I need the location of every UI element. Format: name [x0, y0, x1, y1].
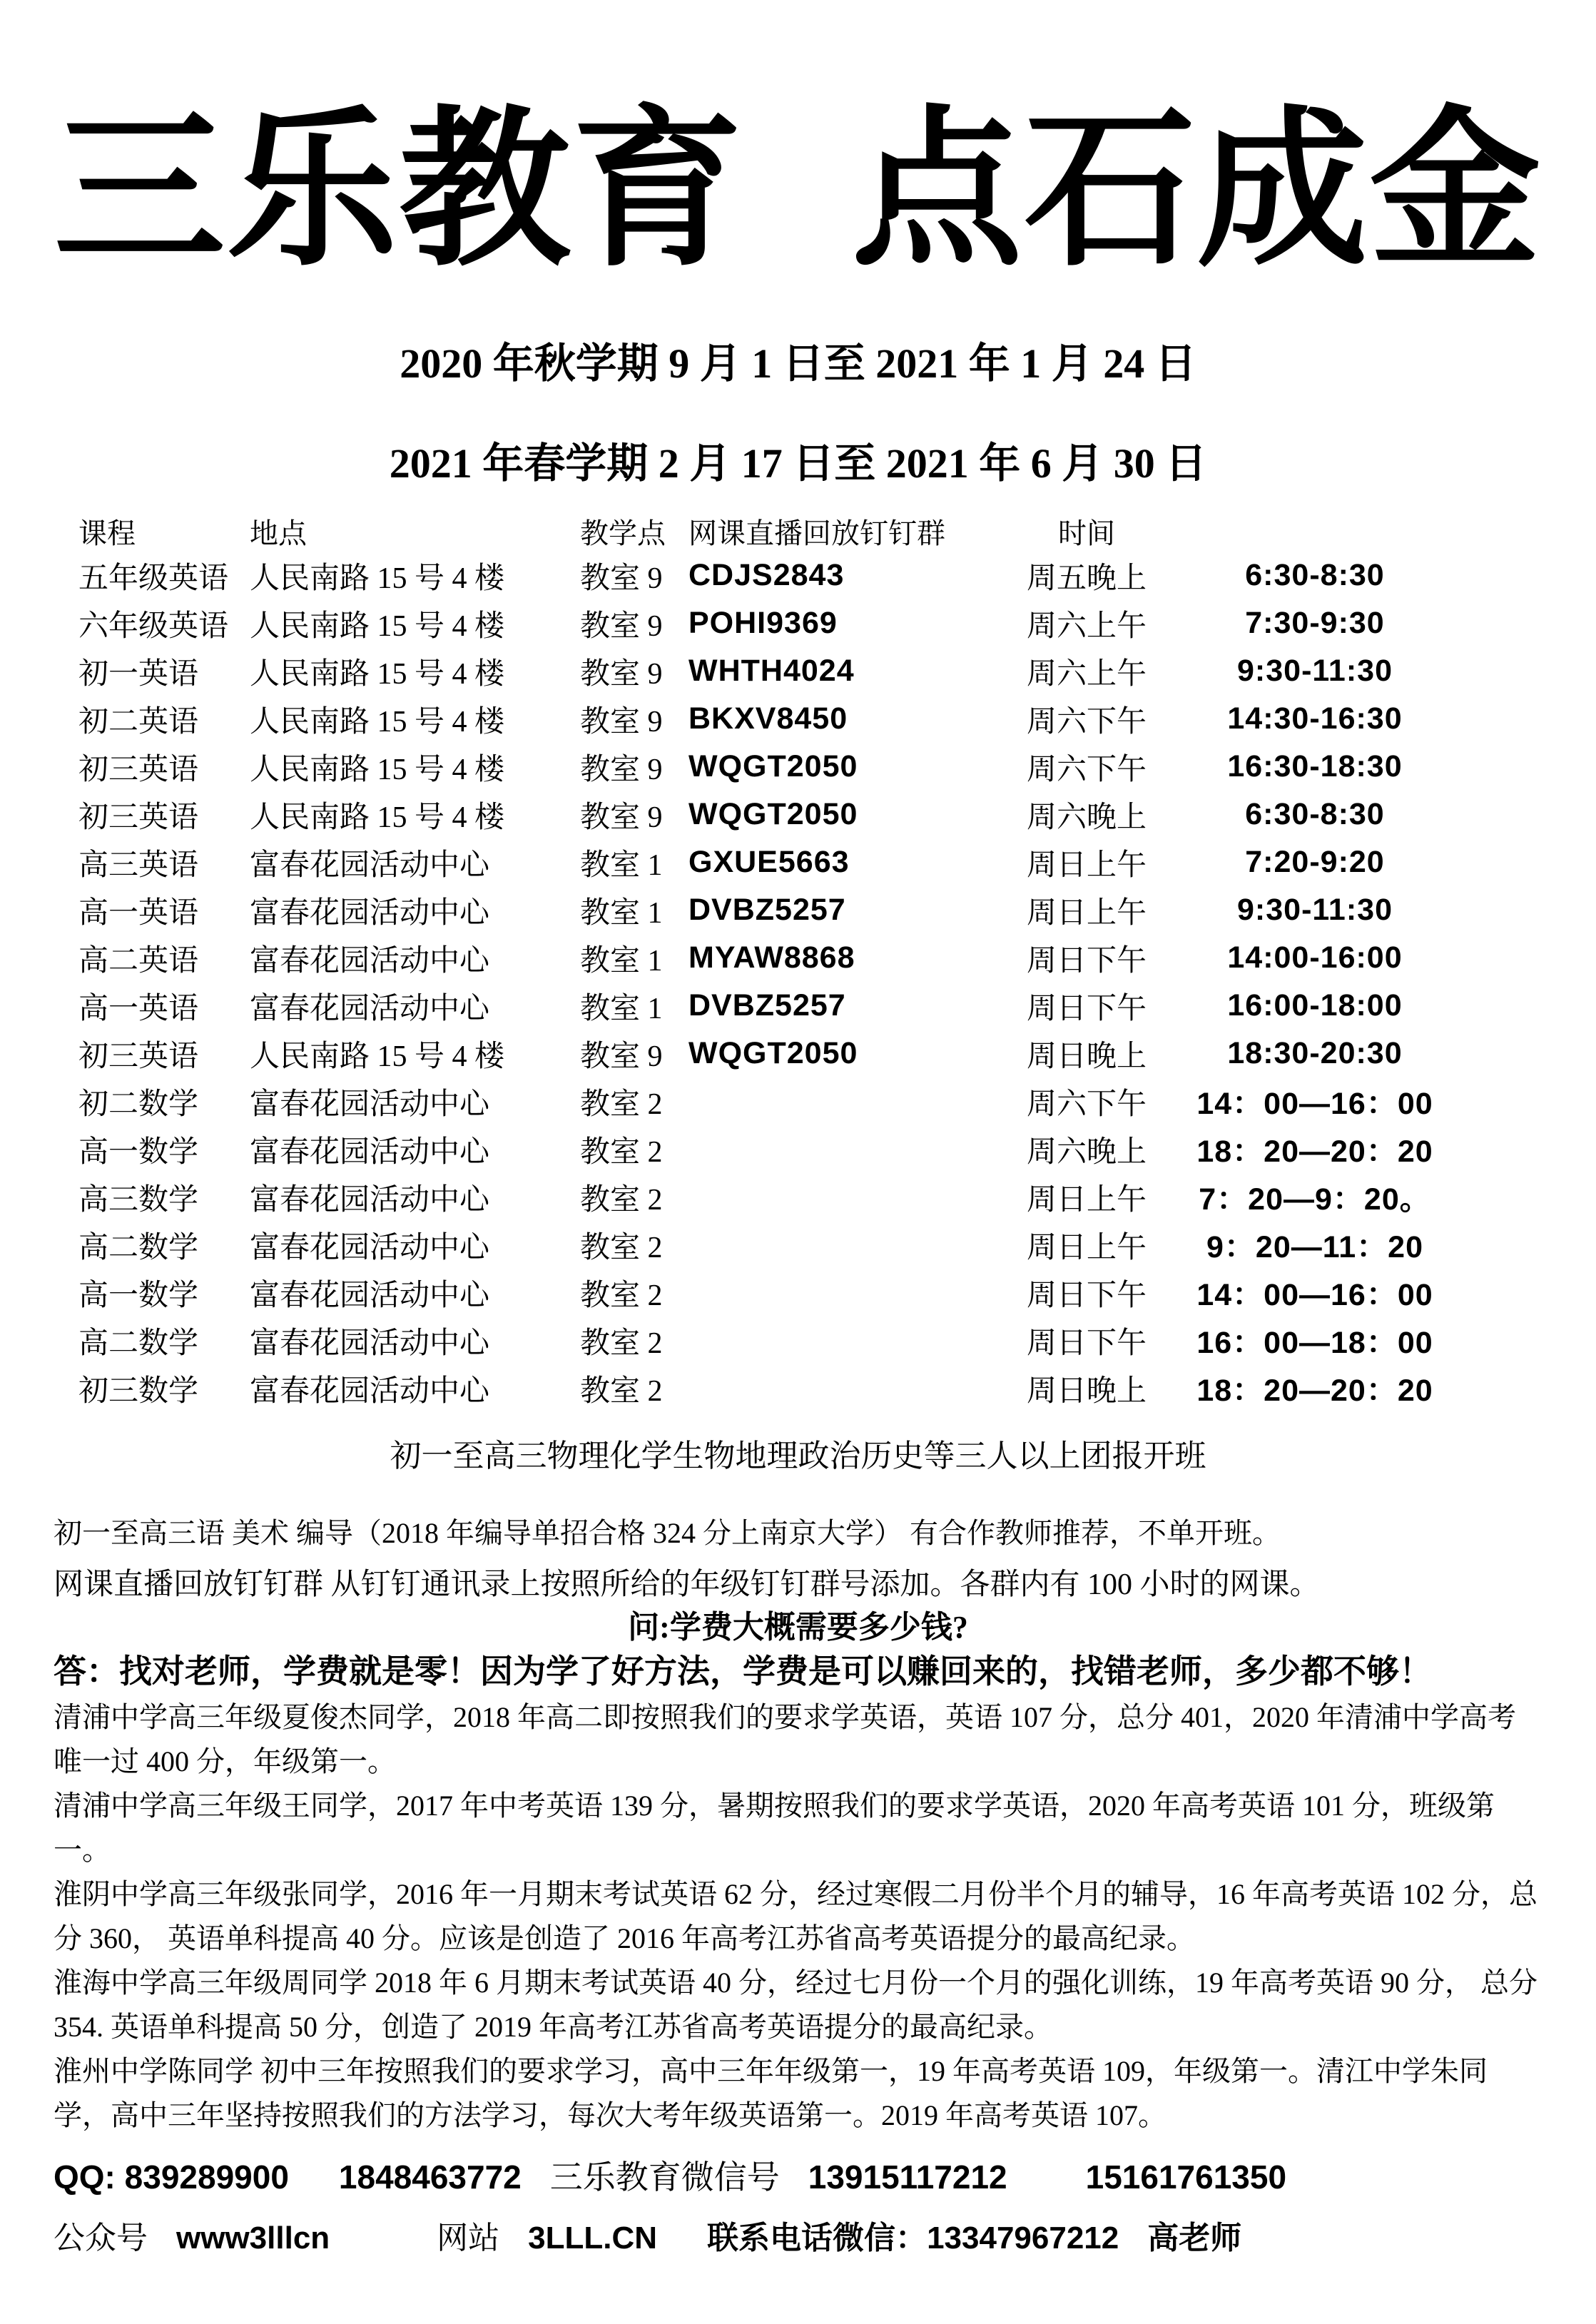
- semester-autumn-dates: 2020 年秋学期 9 月 1 日至 2021 年 1 月 24 日: [400, 340, 1196, 387]
- time-cell: 9:30-11:30: [1237, 654, 1393, 688]
- location-cell: 富春花园活动中心: [250, 896, 490, 930]
- time-cell: 14：00—16：00: [1196, 1278, 1433, 1312]
- time-cell: 16：00—18：00: [1196, 1326, 1433, 1360]
- table-row: [54, 552, 1542, 599]
- dingtalk-group-cell: WQGT2050: [688, 797, 858, 831]
- day-cell: 周日上午: [1026, 1183, 1147, 1217]
- contact-line-web: [54, 2217, 1542, 2260]
- location-cell: 富春花园活动中心: [250, 1231, 490, 1264]
- day-cell: 周六上午: [1026, 657, 1147, 691]
- classroom-cell: 教室 9: [580, 657, 663, 691]
- table-row: [54, 647, 1542, 695]
- classroom-cell: 教室 2: [580, 1231, 663, 1264]
- page-title: [54, 64, 1542, 314]
- location-cell: 富春花园活动中心: [250, 992, 490, 1025]
- col-location: 地点: [250, 517, 307, 549]
- wechat-number-2: 15161761350: [1085, 2158, 1287, 2196]
- dingtalk-group-cell: WQGT2050: [688, 749, 858, 783]
- location-cell: 富春花园活动中心: [250, 1135, 490, 1169]
- dingtalk-group-cell: GXUE5663: [688, 845, 850, 879]
- day-cell: 周六晚上: [1026, 1135, 1147, 1169]
- course-cell: 初三英语: [78, 753, 199, 786]
- time-cell: 18:30-20:30: [1227, 1036, 1403, 1070]
- table-row: [54, 1316, 1542, 1364]
- time-cell: 14：00—16：00: [1196, 1087, 1433, 1121]
- time-cell: 7：20—9：20。: [1199, 1182, 1431, 1217]
- table-row: [54, 982, 1542, 1030]
- col-classroom: 教学点: [580, 517, 666, 549]
- course-cell: 六年级英语: [78, 609, 229, 643]
- day-cell: 周六下午: [1026, 1087, 1147, 1121]
- table-row: [54, 1173, 1542, 1221]
- testimonial-xia: 清浦中学高三年级夏俊杰同学，2018 年高二即按照我们的要求学英语，英语 107 分，总分 401，2020 年清浦中学高考唯一过 400 分，年级第一。: [54, 1701, 1516, 1777]
- course-cell: 高三数学: [78, 1183, 199, 1217]
- time-cell: 7:20-9:20: [1245, 845, 1385, 879]
- course-cell: 高三英语: [78, 848, 199, 882]
- classroom-cell: 教室 2: [580, 1087, 663, 1121]
- classroom-cell: 教室 9: [580, 705, 663, 739]
- dingtalk-group-cell: POHI9369: [688, 606, 838, 640]
- semester-spring-dates: 2021 年春学期 2 月 17 日至 2021 年 6 月 30 日: [389, 440, 1207, 487]
- day-cell: 周日下午: [1026, 1326, 1147, 1360]
- dingtalk-group-cell: BKXV8450: [688, 701, 848, 736]
- day-cell: 周日上午: [1026, 896, 1147, 930]
- dingtalk-group-cell: MYAW8868: [688, 940, 855, 975]
- day-cell: 周六下午: [1026, 705, 1147, 739]
- course-cell: 五年级英语: [78, 562, 229, 595]
- testimonial-chen-zhu: 淮州中学陈同学 初中三年按照我们的要求学习，高中三年年级第一，19 年高考英语 109，年级第一。清江中学朱同学，高中三年坚持按照我们的方法学习，每次大考年级英语第一。2019 年高考英语 107。: [54, 2055, 1488, 2131]
- table-row: [54, 1221, 1542, 1269]
- qq-number-2: 1848463772: [338, 2158, 522, 2196]
- col-course: 课程: [78, 517, 136, 549]
- time-cell: 16:00-18:00: [1227, 988, 1403, 1023]
- time-cell: 9：20—11：20: [1206, 1230, 1424, 1264]
- wechat-label: 三乐教育微信号: [549, 2159, 780, 2196]
- wechat-number-1: 13915117212: [808, 2158, 1007, 2196]
- time-cell: 14:30-16:30: [1227, 701, 1403, 736]
- course-cell: 高一数学: [78, 1135, 199, 1169]
- course-cell: 高一英语: [78, 992, 199, 1025]
- course-cell: 高二数学: [78, 1231, 199, 1264]
- phone-value: 13347967212: [927, 2221, 1119, 2256]
- table-row: [54, 599, 1542, 647]
- course-cell: 高二数学: [78, 1326, 199, 1360]
- time-cell: 9:30-11:30: [1237, 893, 1393, 927]
- day-cell: 周日晚上: [1026, 1040, 1147, 1073]
- testimonial-zhang: 淮阴中学高三年级张同学，2016 年一月期末考试英语 62 分，经过寒假二月份半个月的辅导，16 年高考英语 102 分，总分 360， 英语单科提高 40 分。应该是创造了 2016 年高考江苏省高考英语提分的最高纪录。: [54, 1878, 1537, 1954]
- table-row: [54, 743, 1542, 791]
- location-cell: 富春花园活动中心: [250, 1374, 490, 1408]
- time-cell: 6:30-8:30: [1245, 558, 1385, 592]
- official-account-label: 公众号: [54, 2221, 148, 2256]
- time-cell: 18：20—20：20: [1196, 1135, 1433, 1169]
- dingtalk-note: 网课直播回放钉钉群 从钉钉通讯录上按照所给的年级钉钉群号添加。各群内有 100 小时的网课。: [54, 1568, 1320, 1601]
- location-cell: 人民南路 15 号 4 楼: [250, 657, 505, 691]
- classroom-cell: 教室 2: [580, 1374, 663, 1408]
- location-cell: 富春花园活动中心: [250, 1087, 490, 1121]
- classroom-cell: 教室 9: [580, 1040, 663, 1073]
- website-value: 3LLL.CN: [528, 2221, 658, 2256]
- classroom-cell: 教室 9: [580, 753, 663, 786]
- art-program-note: 初一至高三语 美术 编导（2018 年编导单招合格 324 分上南京大学） 有合作教师推荐，不单开班。: [54, 1517, 1281, 1549]
- table-row: [54, 1077, 1542, 1125]
- dingtalk-group-cell: CDJS2843: [688, 558, 845, 592]
- teacher-name: 高老师: [1147, 2221, 1242, 2256]
- classroom-cell: 教室 2: [580, 1279, 663, 1312]
- classroom-cell: 教室 1: [580, 992, 663, 1025]
- location-cell: 富春花园活动中心: [250, 944, 490, 978]
- classroom-cell: 教室 2: [580, 1326, 663, 1360]
- course-cell: 初三数学: [78, 1374, 199, 1408]
- day-cell: 周日下午: [1026, 944, 1147, 978]
- time-cell: 6:30-8:30: [1245, 797, 1385, 831]
- table-row: [54, 886, 1542, 934]
- location-cell: 富春花园活动中心: [250, 1279, 490, 1312]
- day-cell: 周日下午: [1026, 1279, 1147, 1312]
- time-cell: 14:00-16:00: [1227, 940, 1403, 975]
- table-row: [54, 1125, 1542, 1173]
- title-part2: 点石成金: [851, 88, 1542, 290]
- dingtalk-group-cell: DVBZ5257: [688, 988, 846, 1023]
- table-row: [54, 791, 1542, 838]
- table-row: [54, 934, 1542, 982]
- day-cell: 周日上午: [1026, 848, 1147, 882]
- classroom-cell: 教室 1: [580, 896, 663, 930]
- course-cell: 高一数学: [78, 1279, 199, 1312]
- location-cell: 人民南路 15 号 4 楼: [250, 753, 505, 786]
- location-cell: 富春花园活动中心: [250, 1183, 490, 1217]
- classroom-cell: 教室 2: [580, 1135, 663, 1169]
- day-cell: 周六上午: [1026, 609, 1147, 643]
- title-part1: 三乐教育: [54, 88, 745, 290]
- day-cell: 周六下午: [1026, 753, 1147, 786]
- course-cell: 初三英语: [78, 1040, 199, 1073]
- course-cell: 初二英语: [78, 705, 199, 739]
- day-cell: 周日晚上: [1026, 1374, 1147, 1408]
- col-time: 时间: [1058, 517, 1115, 549]
- dingtalk-group-cell: WHTH4024: [688, 654, 855, 688]
- dingtalk-group-cell: DVBZ5257: [688, 893, 846, 927]
- location-cell: 人民南路 15 号 4 楼: [250, 705, 505, 739]
- schedule-table: [54, 510, 1542, 1412]
- location-cell: 人民南路 15 号 4 楼: [250, 562, 505, 595]
- dingtalk-group-cell: WQGT2050: [688, 1036, 858, 1070]
- day-cell: 周六晚上: [1026, 801, 1147, 834]
- tuition-answer: 答：找对老师，学费就是零！因为学了好方法，学费是可以赚回来的，找错老师，多少都不够！: [54, 1653, 1432, 1690]
- official-account-value: www3lllcn: [176, 2221, 330, 2256]
- classroom-cell: 教室 9: [580, 609, 663, 643]
- table-row: [54, 1030, 1542, 1077]
- location-cell: 人民南路 15 号 4 楼: [250, 1040, 505, 1073]
- time-cell: 7:30-9:30: [1245, 606, 1385, 640]
- website-label: 网站: [437, 2221, 500, 2256]
- table-row: [54, 695, 1542, 743]
- course-cell: 高二英语: [78, 944, 199, 978]
- course-cell: 初三英语: [78, 801, 199, 834]
- classroom-cell: 教室 9: [580, 801, 663, 834]
- classroom-cell: 教室 2: [580, 1183, 663, 1217]
- qq-number-1: QQ: 839289900: [54, 2158, 289, 2196]
- phone-label: 联系电话微信：: [707, 2221, 927, 2256]
- testimonial-zhou: 淮海中学高三年级周同学 2018 年 6 月期末考试英语 40 分，经过七月份一个月的强化训练，19 年高考英语 90 分， 总分 354. 英语单科提高 50 分，创造了 2019 年高考江苏省高考英语提分的最高纪录。: [54, 1967, 1537, 2043]
- day-cell: 周日上午: [1026, 1231, 1147, 1264]
- course-cell: 初一英语: [78, 657, 199, 691]
- flyer-page: [0, 64, 1596, 2324]
- table-row: [54, 1269, 1542, 1316]
- testimonial-wang: 清浦中学高三年级王同学，2017 年中考英语 139 分，暑期按照我们的要求学英语，2020 年高考英语 101 分，班级第一。: [54, 1790, 1495, 1866]
- contact-line-qq: [54, 2156, 1542, 2199]
- location-cell: 人民南路 15 号 4 楼: [250, 609, 505, 643]
- col-dingtalk-group: 网课直播回放钉钉群: [688, 517, 945, 549]
- location-cell: 富春花园活动中心: [250, 848, 490, 882]
- day-cell: 周五晚上: [1026, 562, 1147, 595]
- classroom-cell: 教室 1: [580, 848, 663, 882]
- day-cell: 周日下午: [1026, 992, 1147, 1025]
- time-cell: 18：20—20：20: [1196, 1374, 1433, 1408]
- course-cell: 高一英语: [78, 896, 199, 930]
- location-cell: 富春花园活动中心: [250, 1326, 490, 1360]
- table-header: [54, 510, 1542, 552]
- table-row: [54, 838, 1542, 886]
- group-enroll-note: 初一至高三物理化学生物地理政治历史等三人以上团报开班: [390, 1438, 1206, 1473]
- classroom-cell: 教室 9: [580, 562, 663, 595]
- classroom-cell: 教室 1: [580, 944, 663, 978]
- course-cell: 初二数学: [78, 1087, 199, 1121]
- tuition-question: 问:学费大概需要多少钱?: [628, 1610, 968, 1645]
- location-cell: 人民南路 15 号 4 楼: [250, 801, 505, 834]
- table-row: [54, 1364, 1542, 1412]
- time-cell: 16:30-18:30: [1227, 749, 1403, 783]
